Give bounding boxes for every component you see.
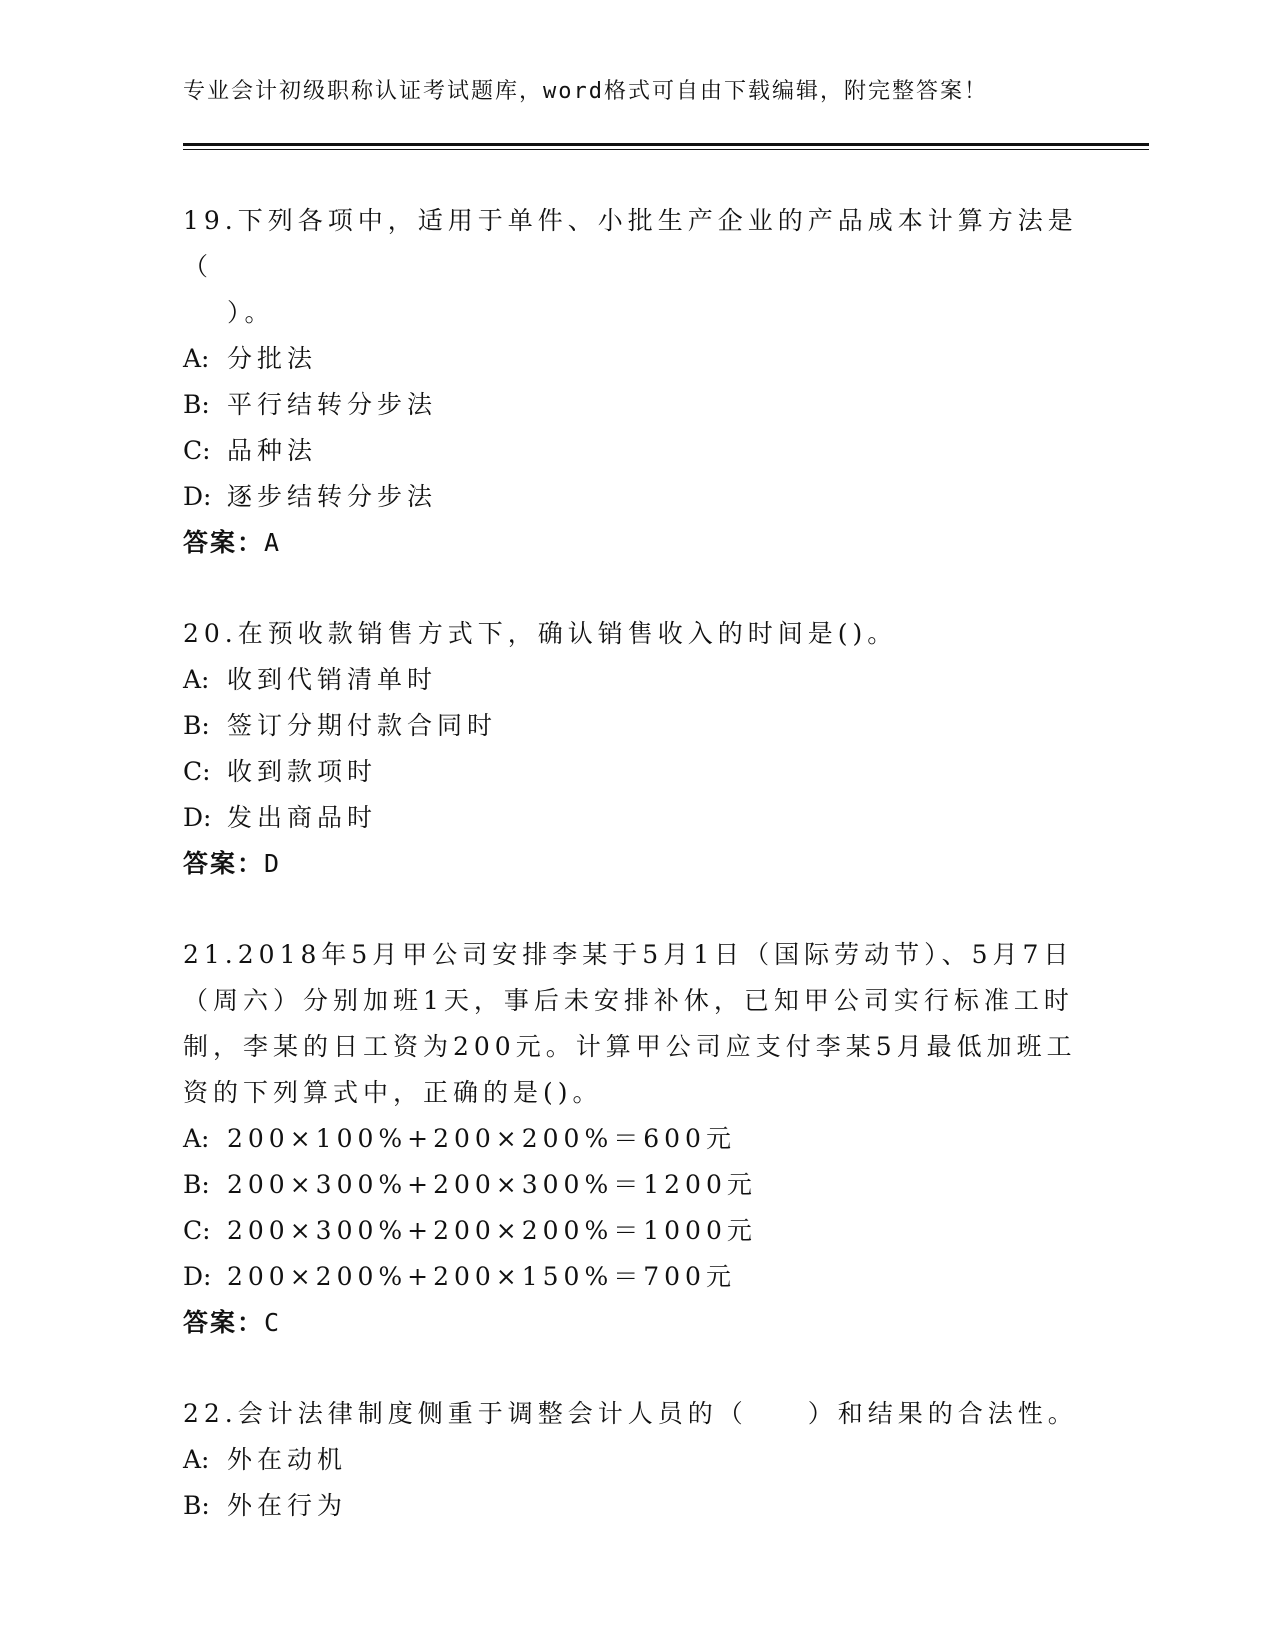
option-text: 外在行为 — [227, 1491, 348, 1520]
option-letter: A: — [183, 665, 210, 694]
option-text: 逐步结转分步法 — [227, 482, 438, 511]
option-text: 外在动机 — [227, 1445, 348, 1474]
question-stem: 20.在预收款销售方式下，确认销售收入的时间是()。 — [183, 619, 898, 648]
option-text: 品种法 — [227, 436, 318, 465]
header-rule-thick — [183, 143, 1149, 146]
option-d — [183, 474, 1083, 520]
option-letter: C: — [183, 757, 211, 786]
option-a — [183, 657, 1083, 703]
question-stem-continued: 制，李某的日工资为200元。计算甲公司应支付李某5月最低加班工 — [183, 1032, 1077, 1061]
header-rule-thin — [183, 149, 1149, 150]
question-stem-continued: （周六）分别加班1天，事后未安排补休，已知甲公司实行标准工时 — [183, 986, 1074, 1015]
option-letter: A: — [183, 344, 210, 373]
option-text: 200×300%+200×200%＝1000元 — [227, 1216, 757, 1245]
option-c — [183, 1208, 1083, 1254]
answer-label: 答案： — [183, 1308, 265, 1337]
answer-line — [183, 1300, 1083, 1346]
option-letter: B: — [183, 1491, 210, 1520]
option-b — [183, 1162, 1083, 1208]
option-text: 分批法 — [227, 344, 318, 373]
answer-value: A — [264, 528, 282, 557]
answer-label: 答案： — [183, 849, 265, 878]
option-letter: B: — [183, 390, 210, 419]
option-letter: D: — [183, 1262, 212, 1291]
answer-value: D — [264, 849, 282, 878]
option-d — [183, 1254, 1083, 1300]
option-b — [183, 1483, 1083, 1529]
answer-line — [183, 520, 1083, 566]
question-stem-continued: ）。 — [227, 298, 275, 327]
question-stem: 19.下列各项中，适用于单件、小批生产企业的产品成本计算方法是（ — [183, 206, 1078, 281]
option-c — [183, 749, 1083, 795]
option-letter: B: — [183, 711, 210, 740]
question-19 — [183, 198, 1083, 566]
option-letter: C: — [183, 1216, 211, 1245]
answer-line — [183, 841, 1083, 887]
option-c — [183, 428, 1083, 474]
question-stem-continued: 资的下列算式中，正确的是()。 — [183, 1078, 603, 1107]
option-text: 200×300%+200×300%＝1200元 — [227, 1170, 757, 1199]
option-b — [183, 382, 1083, 428]
option-a — [183, 1116, 1083, 1162]
option-letter: A: — [183, 1124, 210, 1153]
option-b — [183, 703, 1083, 749]
option-text: 收到代销清单时 — [227, 665, 438, 694]
option-text: 签订分期付款合同时 — [227, 711, 498, 740]
answer-label: 答案： — [183, 528, 265, 557]
page-header: 专业会计初级职称认证考试题库，word格式可自由下载编辑，附完整答案！ — [183, 79, 988, 104]
option-letter: C: — [183, 436, 211, 465]
question-stem: 21.2018年5月甲公司安排李某于5月1日（国际劳动节）、5月7日 — [183, 940, 1074, 969]
option-letter: B: — [183, 1170, 210, 1199]
option-letter: A: — [183, 1445, 210, 1474]
question-20 — [183, 611, 1083, 887]
option-letter: D: — [183, 482, 212, 511]
question-21 — [183, 932, 1083, 1346]
option-text: 200×100%+200×200%＝600元 — [227, 1124, 736, 1153]
option-a — [183, 336, 1083, 382]
option-text: 平行结转分步法 — [227, 390, 438, 419]
option-d — [183, 795, 1083, 841]
option-text: 200×200%+200×150%＝700元 — [227, 1262, 736, 1291]
option-a — [183, 1437, 1083, 1483]
option-letter: D: — [183, 803, 212, 832]
option-text: 发出商品时 — [227, 803, 378, 832]
question-list — [183, 198, 1083, 1574]
answer-value: C — [264, 1308, 282, 1337]
question-22 — [183, 1391, 1083, 1529]
option-text: 收到款项时 — [227, 757, 378, 786]
question-stem: 22.会计法律制度侧重于调整会计人员的（ ）和结果的合法性。 — [183, 1399, 1078, 1428]
